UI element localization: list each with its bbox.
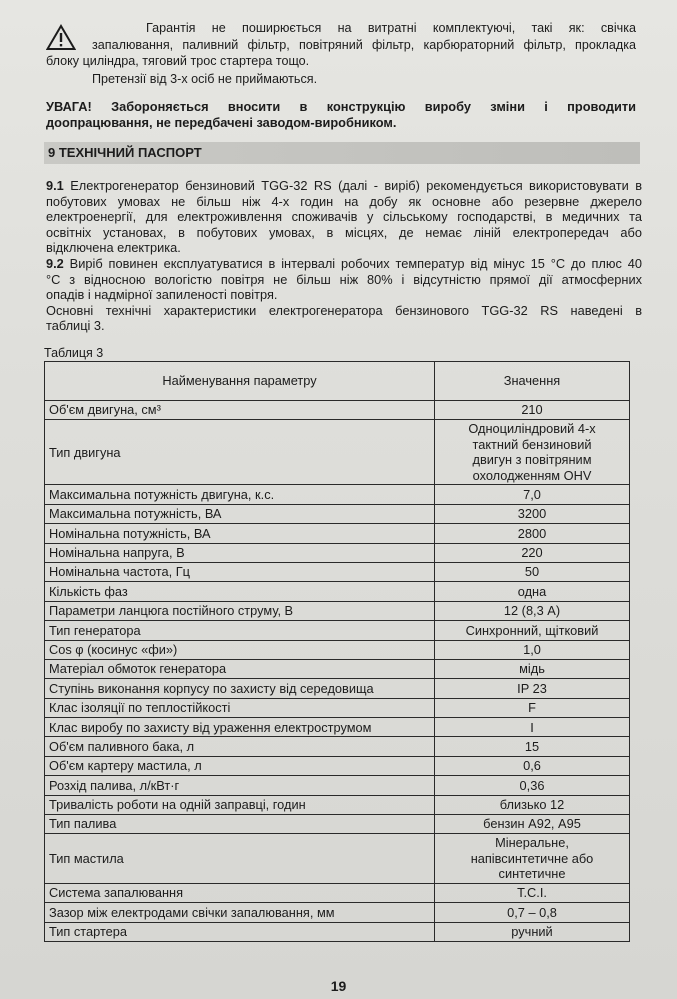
parameter-name-cell: Cos φ (косинус «фи») (45, 640, 435, 659)
parameter-value-cell: I (435, 718, 630, 737)
parameter-name-cell: Тривалість роботи на одній заправці, годин (45, 795, 435, 814)
table-row (45, 922, 630, 941)
table-row (45, 401, 630, 420)
passport-text (46, 178, 642, 334)
table-row (45, 543, 630, 562)
parameter-name-cell: Система запалювання (45, 883, 435, 902)
modification-warning (46, 99, 636, 131)
parameter-value-cell: Мінеральне, напівсинтетичне або синтетичне (435, 834, 630, 884)
header-value: Значення (435, 362, 630, 401)
warning-line-3: блоку циліндра, тяговий трос стартера тощо. (46, 54, 310, 68)
table-row (45, 795, 630, 814)
parameter-value-cell: F (435, 698, 630, 717)
parameter-value-cell: 0,7 – 0,8 (435, 903, 630, 922)
table-row (45, 698, 630, 717)
table-row (45, 903, 630, 922)
parameter-value-cell: 0,6 (435, 756, 630, 775)
warning-line-4: Претензії від 3-х осіб не приймаються. (92, 71, 318, 86)
p3-line-1: Основні технічні характеристики електрогенератора бензинового TGG-32 RS наведені в (46, 302, 642, 318)
p1-number: 9.1 (46, 178, 64, 193)
parameter-value-cell: 220 (435, 543, 630, 562)
table-row (45, 776, 630, 795)
parameter-name-cell: Тип генератора (45, 621, 435, 640)
table-row (45, 562, 630, 581)
page-number: 19 (330, 978, 347, 994)
parameter-name-cell: Клас ізоляції по теплостійкості (45, 698, 435, 717)
parameter-value-cell: 1,0 (435, 640, 630, 659)
parameter-name-cell: Номінальна напруга, В (45, 543, 435, 562)
parameter-value-cell: бензин А92, А95 (435, 815, 630, 834)
table-row (45, 737, 630, 756)
warranty-notice (46, 20, 636, 87)
parameter-name-cell: Розхід палива, л/кВт·г (45, 776, 435, 795)
table-row (45, 659, 630, 678)
header-parameter: Найменування параметру (45, 362, 435, 401)
parameter-value-cell: 50 (435, 562, 630, 581)
table-row (45, 883, 630, 902)
parameter-name-cell: Максимальна потужність, ВА (45, 504, 435, 523)
parameter-value-cell: Синхронний, щітковий (435, 621, 630, 640)
table-row (45, 679, 630, 698)
parameter-name-cell: Номінальна частота, Гц (45, 562, 435, 581)
table-row (45, 756, 630, 775)
parameter-value-cell: 210 (435, 401, 630, 420)
parameter-name-cell: Зазор між електродами свічки запалювання, мм (45, 903, 435, 922)
p3-line-2: таблиці 3. (46, 318, 105, 334)
p2-line-1-text: Виріб повинен експлуатуватися в інтервалі робочих температур від мінус 15 °С до плюс 40 (63, 255, 642, 271)
parameter-value-cell: близько 12 (435, 795, 630, 814)
p1-line-3: електроенергії, для електроживлення споживачів у сільському господарстві, в медичних та (46, 209, 642, 225)
parameter-value-cell: 0,36 (435, 776, 630, 795)
parameter-value-cell: Одноциліндровий 4-х тактний бензиновий двигун з повітряним охолодженням OHV (435, 420, 630, 485)
parameter-name-cell: Об'єм паливного бака, л (45, 737, 435, 756)
p2-line-3: опадів і надмірної запиленості повітря. (46, 287, 278, 303)
parameter-name-cell: Об'єм картеру мастила, л (45, 756, 435, 775)
parameter-value-cell: 2800 (435, 524, 630, 543)
specifications-table (44, 361, 630, 942)
specifications-table-body (45, 401, 630, 942)
table-row (45, 718, 630, 737)
parameter-value-cell: одна (435, 582, 630, 601)
parameter-value-cell: IP 23 (435, 679, 630, 698)
parameter-name-cell: Клас виробу по захисту від ураження електрострумом (45, 718, 435, 737)
attention-line-1: УВАГА! Забороняється вносити в конструкцію виробу зміни і проводити (46, 99, 636, 114)
p1-line-5: відключена електрика. (46, 240, 181, 256)
p2-number: 9.2 (46, 255, 64, 271)
table-row (45, 815, 630, 834)
parameter-name-cell: Тип палива (45, 815, 435, 834)
parameter-value-cell: T.C.I. (435, 883, 630, 902)
table-caption: Таблиця 3 (44, 346, 104, 360)
parameter-name-cell: Тип двигуна (45, 420, 435, 485)
parameter-value-cell: мідь (435, 659, 630, 678)
p2-line-2: °С з відносною вологістю повітря не більш ніж 80% і відсутністю прямої дії атмосферних (46, 271, 642, 287)
parameter-name-cell: Тип стартера (45, 922, 435, 941)
table-row (45, 640, 630, 659)
parameter-name-cell: Тип мастила (45, 834, 435, 884)
p1-line-2: побутових умовах не більш ніж 4-х годин на добу як основне або резервне джерело (46, 193, 642, 209)
p1-line-1 (46, 178, 642, 194)
parameter-name-cell: Параметри ланцюга постійного струму, В (45, 601, 435, 620)
table-row (45, 621, 630, 640)
parameter-name-cell: Матеріал обмоток генератора (45, 659, 435, 678)
parameter-name-cell: Номінальна потужність, ВА (45, 524, 435, 543)
parameter-value-cell: 3200 (435, 504, 630, 523)
parameter-value-cell: 12 (8,3 А) (435, 601, 630, 620)
parameter-value-cell: ручний (435, 922, 630, 941)
p2-line-1 (46, 256, 642, 272)
table-row (45, 834, 630, 884)
p1-line-4: освітніх установах, в побутових умовах, в місцях, де немає ліній електропередач або (46, 224, 642, 240)
table-row (45, 582, 630, 601)
parameter-name-cell: Ступінь виконання корпусу по захисту від середовища (45, 679, 435, 698)
warning-line-1: Гарантія не поширюється на витратні комплектуючі, такі як: свічка (146, 21, 636, 35)
warning-line-2: запалювання, паливний фільтр, повітряний фільтр, карбюраторний фільтр, прокладка (92, 37, 636, 52)
table-row (45, 504, 630, 523)
parameter-name-cell: Об'єм двигуна, см³ (45, 401, 435, 420)
table-row (45, 485, 630, 504)
parameter-name-cell: Максимальна потужність двигуна, к.с. (45, 485, 435, 504)
section-heading: 9 ТЕХНІЧНИЙ ПАСПОРТ (44, 142, 640, 164)
warning-triangle-icon (46, 24, 76, 51)
parameter-value-cell: 7,0 (435, 485, 630, 504)
table-row (45, 524, 630, 543)
parameter-value-cell: 15 (435, 737, 630, 756)
table-row (45, 420, 630, 485)
attention-line-2: доопрацювання, не передбачені заводом-виробником. (46, 115, 397, 130)
table-row (45, 601, 630, 620)
parameter-name-cell: Кількість фаз (45, 582, 435, 601)
p1-line-1-text: Електрогенератор бензиновий TGG-32 RS (далі - виріб) рекомендується використовувати в (63, 178, 642, 193)
